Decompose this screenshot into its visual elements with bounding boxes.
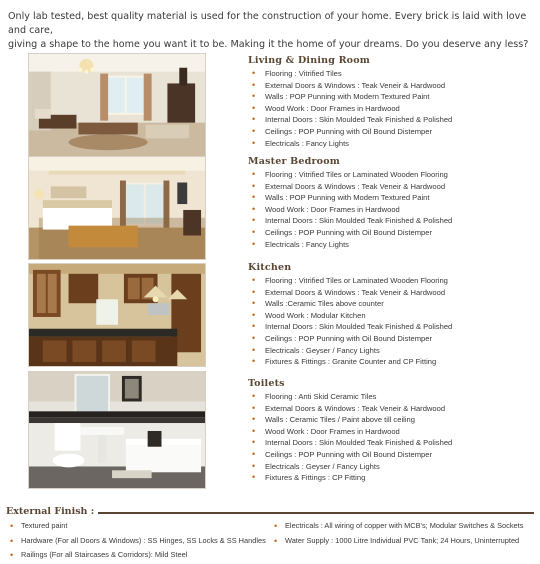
list-item: • Wood Work : Modular Kitchen — [248, 310, 538, 322]
external-finish-list-left — [8, 519, 270, 563]
section-title-kitchen: Kitchen — [248, 262, 292, 273]
list-item: • Walls : POP Punning with Modern Textured Paint — [248, 91, 538, 103]
list-item: • Internal Doors : Skin Moulded Teak Finished & Polished — [248, 114, 538, 126]
list-item: • Flooring : Vitrified Tiles — [248, 68, 538, 80]
list-item: • Water Supply : 1000 Litre Individual PVC Tank; 24 Hours, Uninterrupted — [272, 534, 538, 549]
list-item: • Internal Doors : Skin Moulded Teak Finished & Polished — [248, 321, 538, 333]
list-item: • Fixtures & Fittings : Granite Counter and CP Fitting — [248, 356, 538, 368]
spec-list-bedroom — [248, 169, 538, 250]
spec-toilets — [248, 377, 538, 484]
list-item: • Ceilings : POP Punning with Oil Bound Distemper — [248, 333, 538, 345]
spec-list-kitchen — [248, 275, 538, 368]
list-item: • External Doors & Windows : Teak Veneir & Hardwood — [248, 287, 538, 299]
list-item: • Walls : Ceramic Tiles / Paint above till ceiling — [248, 414, 538, 426]
spec-kitchen — [248, 261, 538, 368]
section-title-living: Living & Dining Room — [248, 55, 370, 66]
list-item: • Ceilings : POP Punning with Oil Bound Distemper — [248, 126, 538, 138]
list-item: • Railings (For all Staircases & Corridors): Mild Steel — [8, 548, 270, 563]
section-title-bedroom: Master Bedroom — [248, 156, 341, 167]
list-item: • Ceilings : POP Punning with Oil Bound Distemper — [248, 227, 538, 239]
section-divider — [82, 512, 534, 514]
list-item: • Ceilings : POP Punning with Oil Bound Distemper — [248, 449, 538, 461]
list-item: • Electricals : Geyser / Fancy Lights — [248, 345, 538, 357]
list-item: • External Doors & Windows : Teak Veneir & Hardwood — [248, 181, 538, 193]
list-item: • External Doors & Windows : Teak Veneir & Hardwood — [248, 403, 538, 415]
list-item: • Internal Doors : Skin Moulded Teak Finished & Polished — [248, 437, 538, 449]
list-item: • Wood Work : Door Frames in Hardwood — [248, 204, 538, 216]
list-item: • Textured paint — [8, 519, 270, 534]
list-item: • Electricals : Fancy Lights — [248, 138, 538, 150]
list-item: • Electricals : All wiring of copper with MCB's; Modular Switches & Sockets — [272, 519, 538, 534]
list-item: • Wood Work : Door Frames in Hardwood — [248, 426, 538, 438]
list-item: • Electricals : Fancy Lights — [248, 239, 538, 251]
spec-list-toilets — [248, 391, 538, 484]
master-bedroom-photo — [28, 156, 206, 260]
intro-line-2: giving a shape to the home you want it to be. Making it the home of your dreams. Do you deserve any less? — [8, 39, 529, 50]
list-item: • Flooring : Anti Skid Ceramic Tiles — [248, 391, 538, 403]
external-finish-header — [6, 505, 534, 519]
kitchen-photo — [28, 263, 206, 367]
list-item: • Wood Work : Door Frames in Hardwood — [248, 103, 538, 115]
section-title-toilets: Toilets — [248, 378, 285, 389]
spec-list-living — [248, 68, 538, 149]
list-item: • Internal Doors : Skin Moulded Teak Finished & Polished — [248, 215, 538, 227]
list-item: • Walls :Ceramic Tiles above counter — [248, 298, 538, 310]
list-item: • Flooring : Vitrified Tiles or Laminated Wooden Flooring — [248, 275, 538, 287]
spec-living-dining — [248, 54, 538, 149]
intro-line-1: Only lab tested, best quality material is used for the construction of your home. Every brick is laid with love and care, — [8, 11, 527, 36]
external-finish-title: External Finish : — [6, 505, 98, 519]
list-item: • Walls : POP Punning with Modern Textured Paint — [248, 192, 538, 204]
external-finish-list-right — [272, 519, 538, 548]
list-item: • Hardware (For all Doors & Windows) : SS Hinges, SS Locks & SS Handles — [8, 534, 270, 549]
list-item: • Fixtures & Fittings : CP Fitting — [248, 472, 538, 484]
living-room-photo — [28, 53, 206, 157]
toilet-photo — [28, 371, 206, 489]
intro-paragraph — [8, 10, 534, 52]
list-item: • External Doors & Windows : Teak Veneir & Hardwood — [248, 80, 538, 92]
spec-master-bedroom — [248, 155, 538, 250]
list-item: • Electricals : Geyser / Fancy Lights — [248, 461, 538, 473]
list-item: • Flooring : Vitrified Tiles or Laminated Wooden Flooring — [248, 169, 538, 181]
